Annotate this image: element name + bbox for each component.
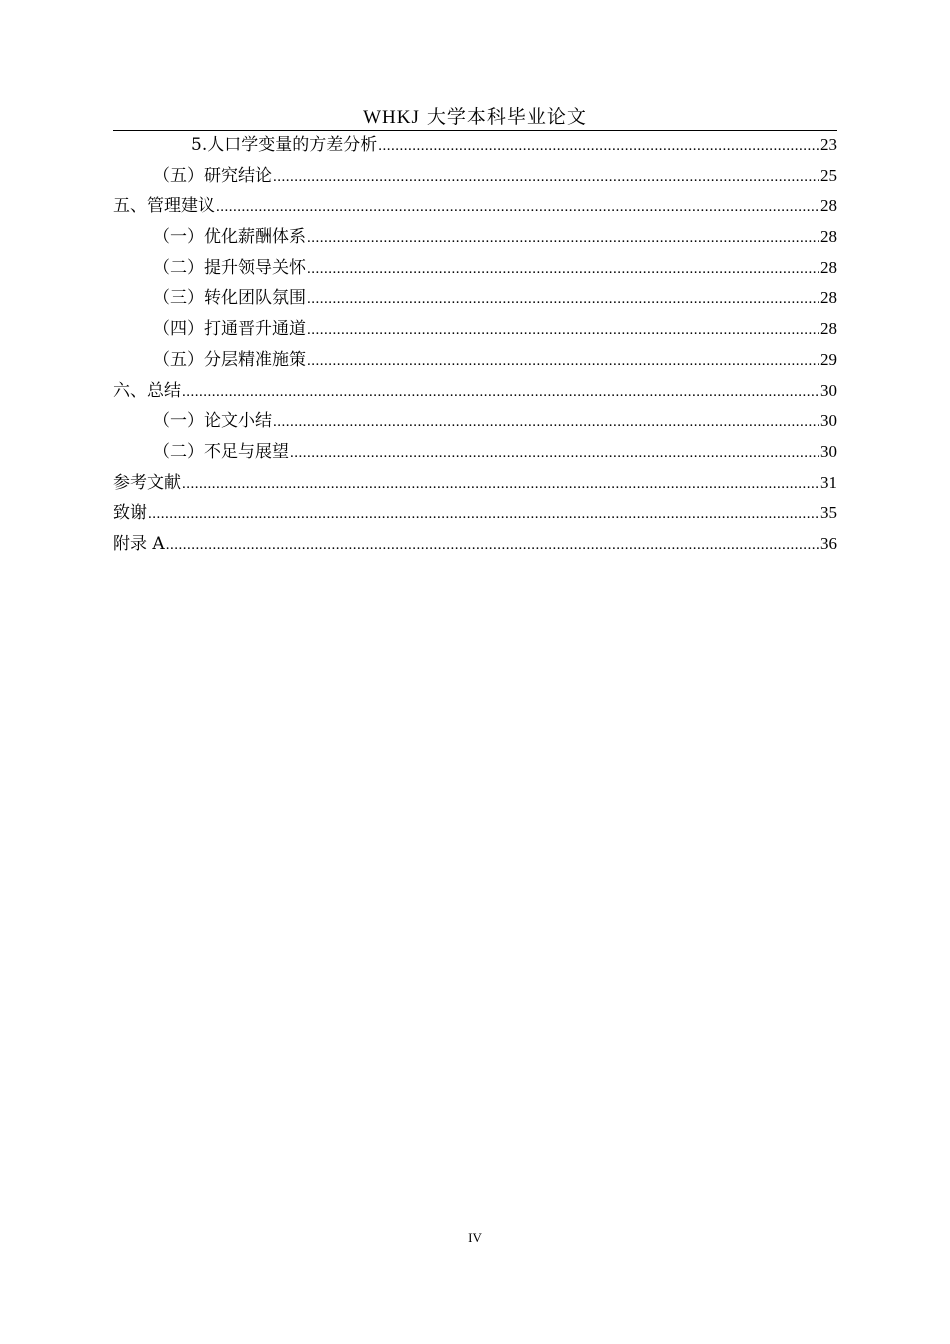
toc-entry[interactable] bbox=[113, 253, 837, 284]
page-header bbox=[113, 103, 837, 131]
toc-entry-page: 28 bbox=[820, 319, 837, 339]
toc-entry[interactable] bbox=[113, 437, 837, 468]
toc-entry-page: 23 bbox=[820, 135, 837, 154]
toc-entry-title: 六、总结 bbox=[113, 380, 181, 401]
toc-entry[interactable] bbox=[113, 314, 837, 345]
toc-entry[interactable] bbox=[113, 529, 837, 560]
toc-entry-page: 29 bbox=[820, 349, 837, 369]
toc-entry[interactable] bbox=[113, 191, 837, 222]
toc-entry-title: （一）论文小结 bbox=[153, 411, 272, 432]
toc-entry-title: （五）分层精准施策 bbox=[153, 349, 306, 370]
toc-dot-leader bbox=[166, 530, 819, 561]
toc-entry-page: 36 bbox=[820, 533, 837, 553]
toc-dot-leader bbox=[307, 254, 819, 285]
toc-dot-leader bbox=[273, 162, 819, 193]
toc-entry[interactable] bbox=[113, 406, 837, 437]
toc-entry-title: 5.人口学变量的方差分析 bbox=[191, 135, 378, 155]
toc-entry-title: （二）提升领导关怀 bbox=[153, 257, 306, 278]
toc-dot-leader bbox=[182, 469, 819, 500]
toc-entry-title: 五、管理建议 bbox=[113, 196, 215, 217]
toc-entry-page: 28 bbox=[820, 196, 837, 216]
toc-entry[interactable] bbox=[113, 161, 837, 192]
toc-entry-page: 30 bbox=[820, 441, 837, 461]
header-title: 大学本科毕业论文 bbox=[426, 106, 587, 128]
toc-dot-leader bbox=[307, 223, 819, 254]
toc-entry-page: 35 bbox=[820, 503, 837, 523]
toc-entry-page: 28 bbox=[820, 288, 837, 308]
table-of-contents bbox=[113, 130, 837, 560]
toc-entry[interactable] bbox=[113, 222, 837, 253]
toc-entry-title: 附录 A bbox=[113, 533, 165, 554]
toc-entry-page: 30 bbox=[820, 411, 837, 431]
toc-entry-title: （五）研究结论 bbox=[153, 165, 272, 186]
toc-dot-leader bbox=[307, 346, 819, 377]
toc-entry[interactable] bbox=[113, 130, 837, 161]
toc-entry-title: （三）转化团队氛围 bbox=[153, 288, 306, 309]
toc-entry-title: （二）不足与展望 bbox=[153, 441, 289, 462]
toc-entry[interactable] bbox=[113, 283, 837, 314]
toc-entry[interactable] bbox=[113, 468, 837, 499]
toc-entry[interactable] bbox=[113, 498, 837, 529]
toc-entry-page: 28 bbox=[820, 227, 837, 247]
toc-entry[interactable] bbox=[113, 376, 837, 407]
header-school-code: WHKJ bbox=[363, 107, 420, 128]
toc-entry-page: 31 bbox=[820, 472, 837, 492]
toc-entry-title: 致谢 bbox=[113, 503, 147, 524]
toc-dot-leader bbox=[216, 192, 819, 223]
toc-dot-leader bbox=[307, 284, 819, 315]
toc-entry-page: 28 bbox=[820, 257, 837, 277]
toc-entry-title: （一）优化薪酬体系 bbox=[153, 227, 306, 248]
toc-entry-page: 30 bbox=[820, 380, 837, 400]
page-number: IV bbox=[468, 1230, 482, 1245]
toc-entry-title: （四）打通晋升通道 bbox=[153, 319, 306, 340]
toc-dot-leader bbox=[290, 438, 819, 469]
toc-entry-page: 25 bbox=[820, 165, 837, 185]
toc-dot-leader bbox=[378, 131, 819, 162]
toc-dot-leader bbox=[182, 377, 819, 408]
toc-dot-leader bbox=[148, 499, 819, 530]
toc-dot-leader bbox=[273, 407, 819, 438]
toc-dot-leader bbox=[307, 315, 819, 346]
toc-entry-title: 参考文献 bbox=[113, 472, 181, 493]
toc-entry[interactable] bbox=[113, 345, 837, 376]
